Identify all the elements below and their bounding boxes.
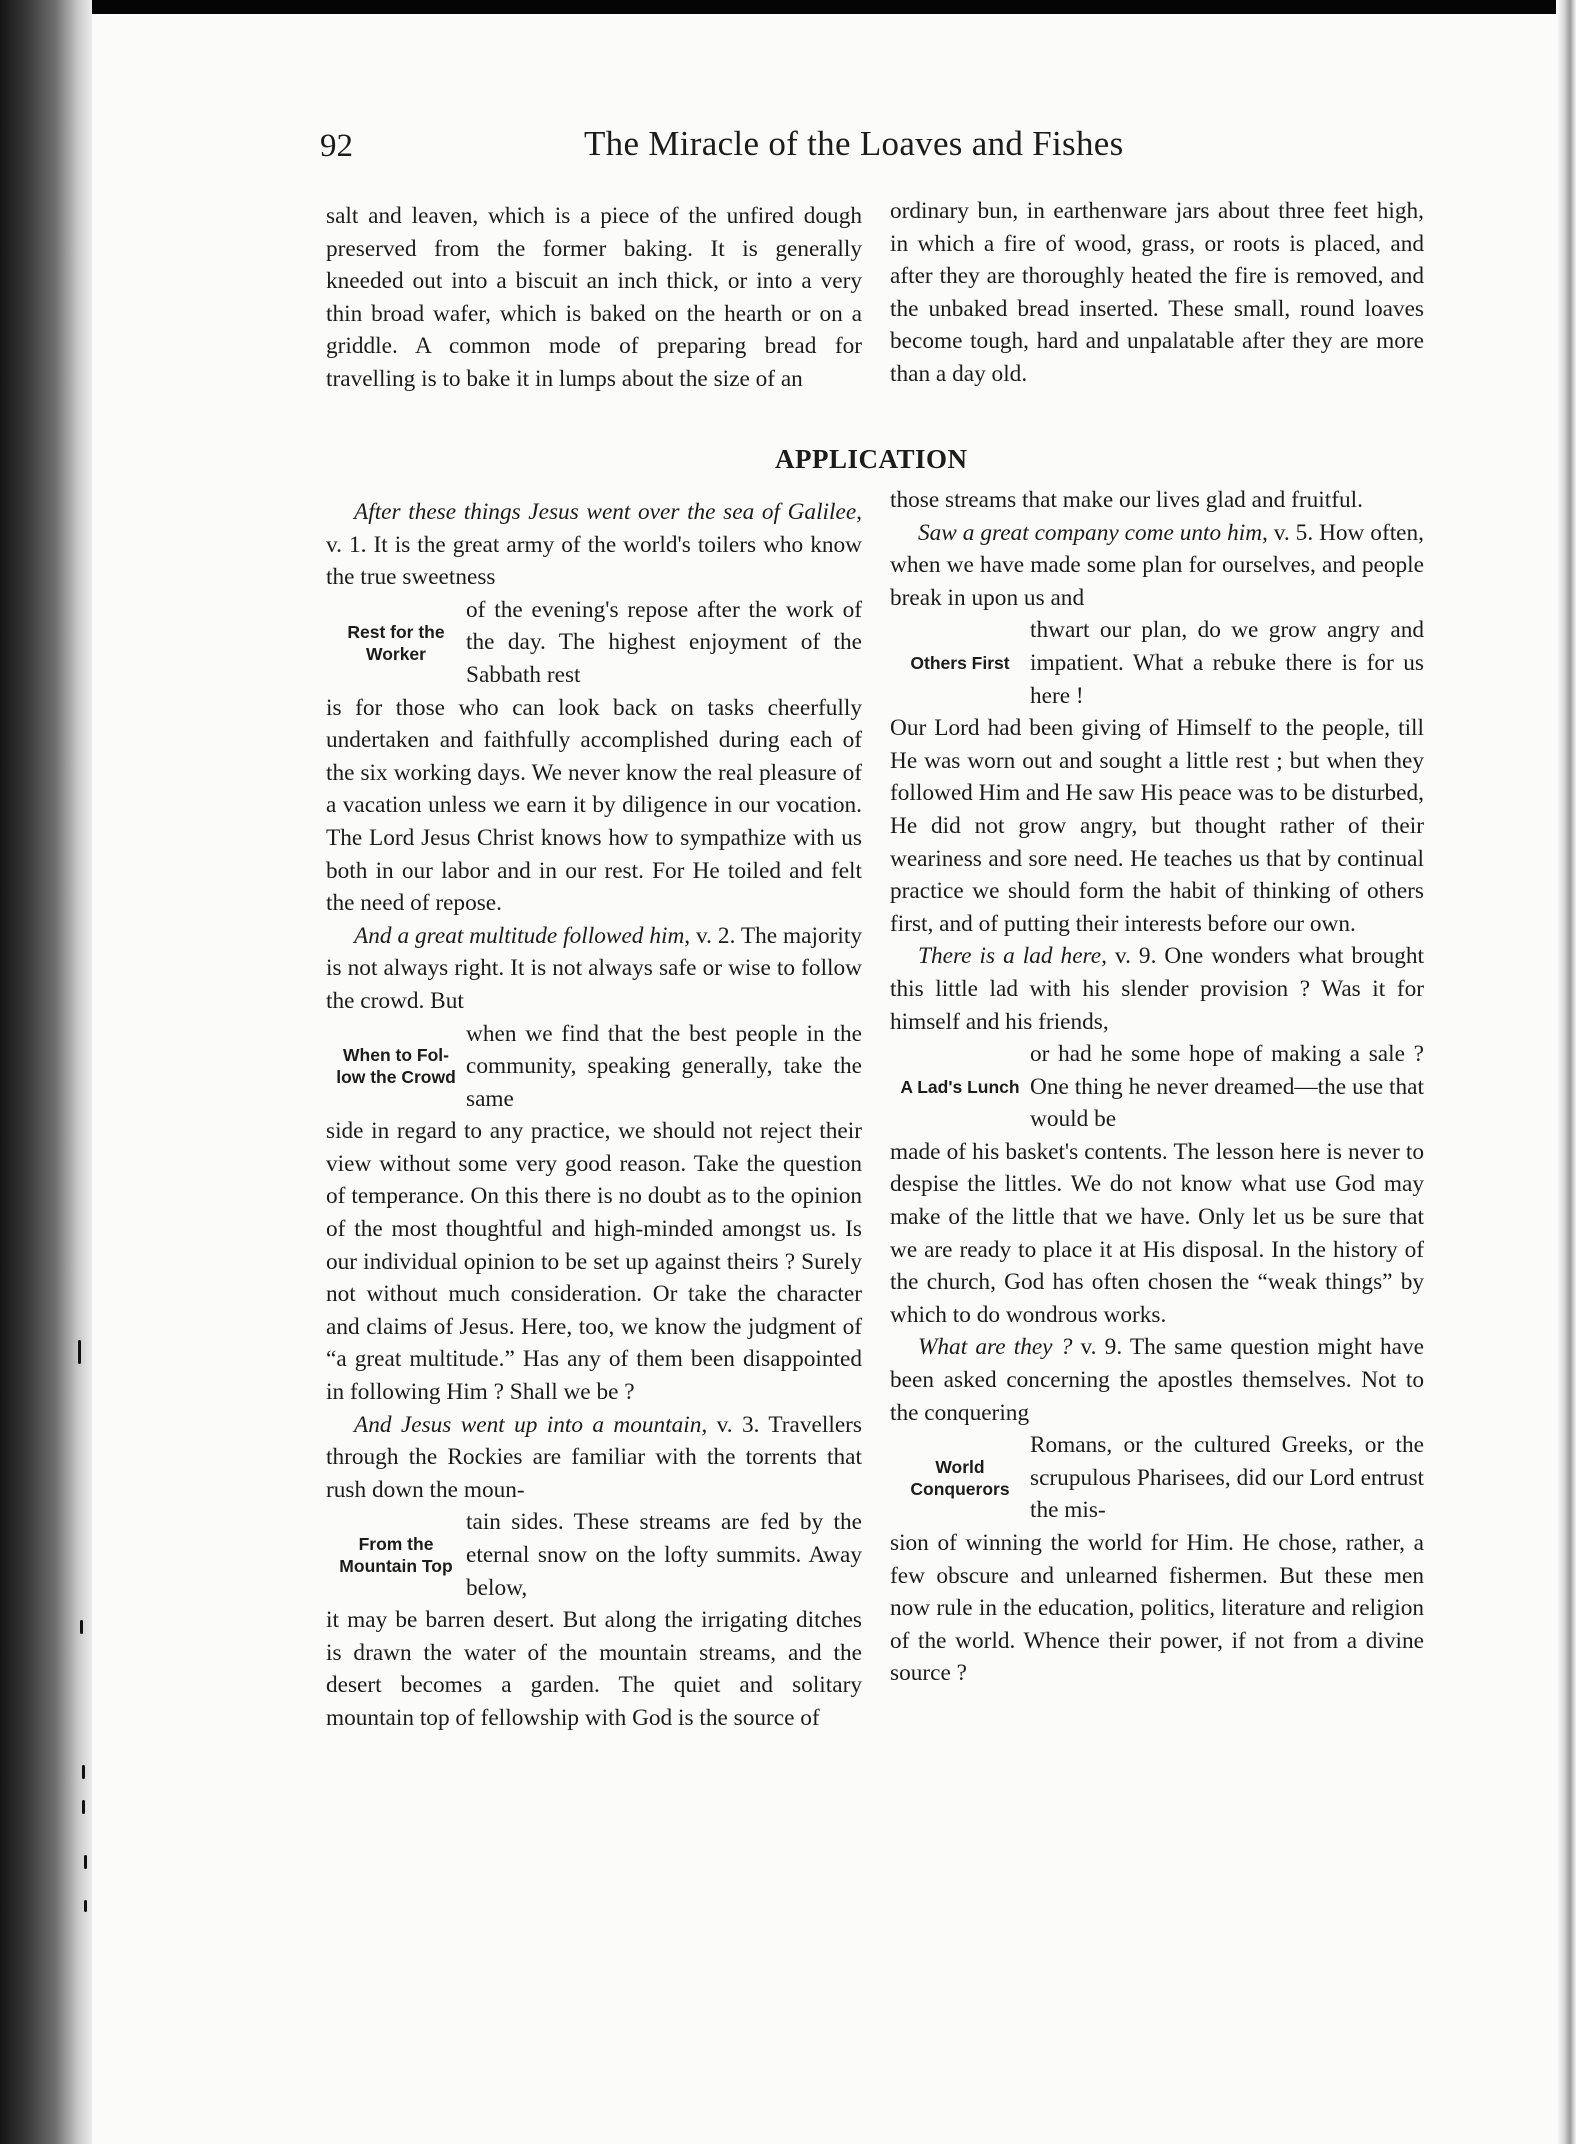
margin-note-line: World	[935, 1457, 985, 1478]
paragraph	[890, 517, 1424, 615]
paragraph-text: v. 2. The majority is not always right. It is not always safe or wise to follow the crowd. But	[326, 922, 862, 1014]
note-others-first	[890, 517, 1424, 941]
side-text	[466, 1018, 862, 1116]
margin-note-line: low the Crowd	[336, 1067, 456, 1088]
margin-mark	[84, 1900, 87, 1912]
scripture-reference: After these things Jesus went over the sea of Galilee,	[354, 499, 862, 525]
paragraph-text: v. 3. Travellers through the Rockies are familiar with the torrents that rush down the moun-	[326, 1411, 862, 1503]
paragraph-text: v. 1. It is the great army of the world's toilers who know the true sweetness	[326, 531, 862, 591]
intro-text: ordinary bun, in earthenware jars about three feet high, in which a fire of wood, grass, or roots is placed, and after they are thoroughly heated the fire is removed, and the unbaked bread inserted. These small, round loaves become tough, hard and unpalatable after they are more than a day old.	[890, 198, 1424, 387]
note-from-the-mountain-top	[326, 1409, 862, 1735]
paragraph-text: v. 9. The same question might have been asked concerning the apostles themselves. Not to the conquering	[890, 1334, 1424, 1426]
side-note-row	[326, 594, 862, 692]
side-note-row	[326, 1506, 862, 1604]
page-edge-shadow	[1556, 0, 1576, 2144]
paragraph-text: v. 9. One wonders what brought this little lad with his slender provision ? Was it for himself and his friends,	[890, 943, 1424, 1035]
margin-note-line: Others First	[910, 653, 1010, 674]
paragraph-text: it may be barren desert. But along the irrigating ditches is drawn the water of the mountain streams, and the desert becomes a garden. The quiet and solitary mountain top of fellowship with God is the source of	[326, 1607, 862, 1731]
book-binding-shadow	[0, 0, 92, 2144]
side-text	[1030, 614, 1424, 712]
right-column	[890, 484, 1424, 1690]
margin-note	[326, 1506, 466, 1604]
margin-note-line: When to Fol-	[343, 1045, 449, 1066]
running-head: The Miracle of the Loaves and Fishes	[584, 124, 1124, 163]
side-note-row	[890, 1038, 1424, 1136]
paragraph-text: of the evening's repose after the work of the day. The highest enjoyment of the Sabbath rest	[466, 596, 862, 688]
paragraph-text: Romans, or the cultured Greeks, or the scrupulous Pharisees, did our Lord entrust the mis-	[1030, 1432, 1424, 1524]
scripture-reference: And Jesus went up into a mountain,	[354, 1411, 708, 1438]
margin-note-line: Mountain Top	[339, 1556, 453, 1577]
paragraph-text: thwart our plan, do we grow angry and impatient. What a rebuke there is for us here !	[1030, 617, 1424, 709]
note-rest-for-the-worker	[326, 496, 862, 920]
paragraph	[326, 1409, 862, 1507]
paragraph-text: side in regard to any practice, we should not reject their view without some very good reason. Take the question of temperance. On this there is no doubt as to the opinion of the most thoughtful and high-minded amongst us. Is our individual opinion to be set up against theirs ? Surely not without much consideration. Or take the character and claims of Jesus. Here, too, we know the judgment of “a great multitude.” Has any of them been disappointed in following Him ? Shall we be ?	[326, 1118, 862, 1406]
paragraph-text: when we find that the best people in the community, speaking generally, take the same	[466, 1020, 862, 1112]
page-number: 92	[320, 128, 353, 164]
note-when-to-follow-the-crowd	[326, 920, 862, 1409]
intro-text: salt and leaven, which is a piece of the unfired dough preserved from the former baking. It is generally kneeded out into a biscuit an inch thick, or into a very thin broad wafer, which is baked on the hearth or on a griddle. A common mode of preparing bread for travelling is to bake it in lumps about the size of an	[326, 203, 862, 392]
left-column	[326, 496, 862, 1735]
margin-note	[890, 614, 1030, 712]
scripture-reference: There is a lad here,	[918, 943, 1107, 970]
scripture-reference: And a great multitude followed him,	[354, 922, 691, 949]
paragraph-text: tain sides. These streams are fed by the eternal snow on the lofty summits. Away below,	[466, 1509, 862, 1601]
side-text	[1030, 1429, 1424, 1527]
margin-note-line: A Lad's Lunch	[900, 1076, 1020, 1097]
paragraph-text: made of his basket's contents. The lesson here is never to despise the littles. We do not know what use God may make of the little that we have. Only let us be sure that we are ready to place it at His disposal. In the history of the church, God has often chosen the “weak things” by which to do wondrous works.	[890, 1138, 1424, 1328]
paragraph-text: those streams that make our lives glad and fruitful.	[890, 487, 1363, 513]
side-text	[1030, 1038, 1424, 1136]
side-note-row	[890, 1429, 1424, 1527]
side-note-row	[890, 614, 1424, 712]
margin-mark	[80, 1620, 83, 1634]
note-world-conquerors	[890, 1331, 1424, 1690]
margin-note	[890, 1429, 1030, 1527]
paragraph	[890, 940, 1424, 1038]
margin-mark	[82, 1765, 85, 1779]
margin-mark	[78, 1340, 81, 1364]
paragraph	[890, 1331, 1424, 1429]
paragraph-text: or had he some hope of making a sale ? One thing he never dreamed—the use that would be	[1030, 1041, 1424, 1133]
margin-note	[890, 1038, 1030, 1136]
scan-top-border	[0, 0, 1576, 14]
paragraph-text: is for those who can look back on tasks cheerfully undertaken and faithfully accomplished during each of the six working days. We never know the real pleasure of a vacation unless we earn it by diligence in our vocation. The Lord Jesus Christ knows how to sympathize with us both in our labor and in our rest. For He toiled and felt the need of repose.	[326, 694, 862, 917]
scripture-reference: What are they ?	[918, 1334, 1073, 1361]
paragraph-text: Our Lord had been giving of Himself to the people, till He was worn out and sought a little rest ; but when they followed Him and He saw His peace was to be disturbed, He did not grow angry, but thought rather of their weariness and sore need. He teaches us that by continual practice we should form the habit of thinking of others first, and of putting their interests before our own.	[890, 715, 1424, 937]
intro-right-column	[890, 195, 1424, 391]
paragraph-text: v. 5. How often, when we have made some plan for ourselves, and people break in upon us and	[890, 519, 1424, 611]
margin-note	[326, 1018, 466, 1116]
margin-note-line: Conquerors	[910, 1479, 1010, 1500]
margin-note-line: Worker	[366, 643, 426, 664]
note-a-lads-lunch	[890, 940, 1424, 1331]
margin-note-line: From the	[358, 1534, 434, 1555]
side-text	[466, 1506, 862, 1604]
paragraph	[326, 496, 862, 594]
margin-mark	[82, 1800, 85, 1814]
section-heading: APPLICATION	[775, 444, 968, 474]
paragraph-text: sion of winning the world for Him. He chose, rather, a few obscure and unlearned fishermen. But these men now rule in the education, politics, literature and religion of the world. Whence their power, if not from a divine source ?	[890, 1530, 1424, 1687]
side-text	[466, 594, 862, 692]
scripture-reference: Saw a great company come unto him,	[918, 519, 1268, 546]
margin-note-line: Rest for the	[347, 621, 445, 642]
margin-note	[326, 594, 466, 692]
intro-left-column	[326, 200, 862, 396]
margin-mark	[84, 1855, 87, 1869]
side-note-row	[326, 1018, 862, 1116]
paragraph	[326, 920, 862, 1018]
